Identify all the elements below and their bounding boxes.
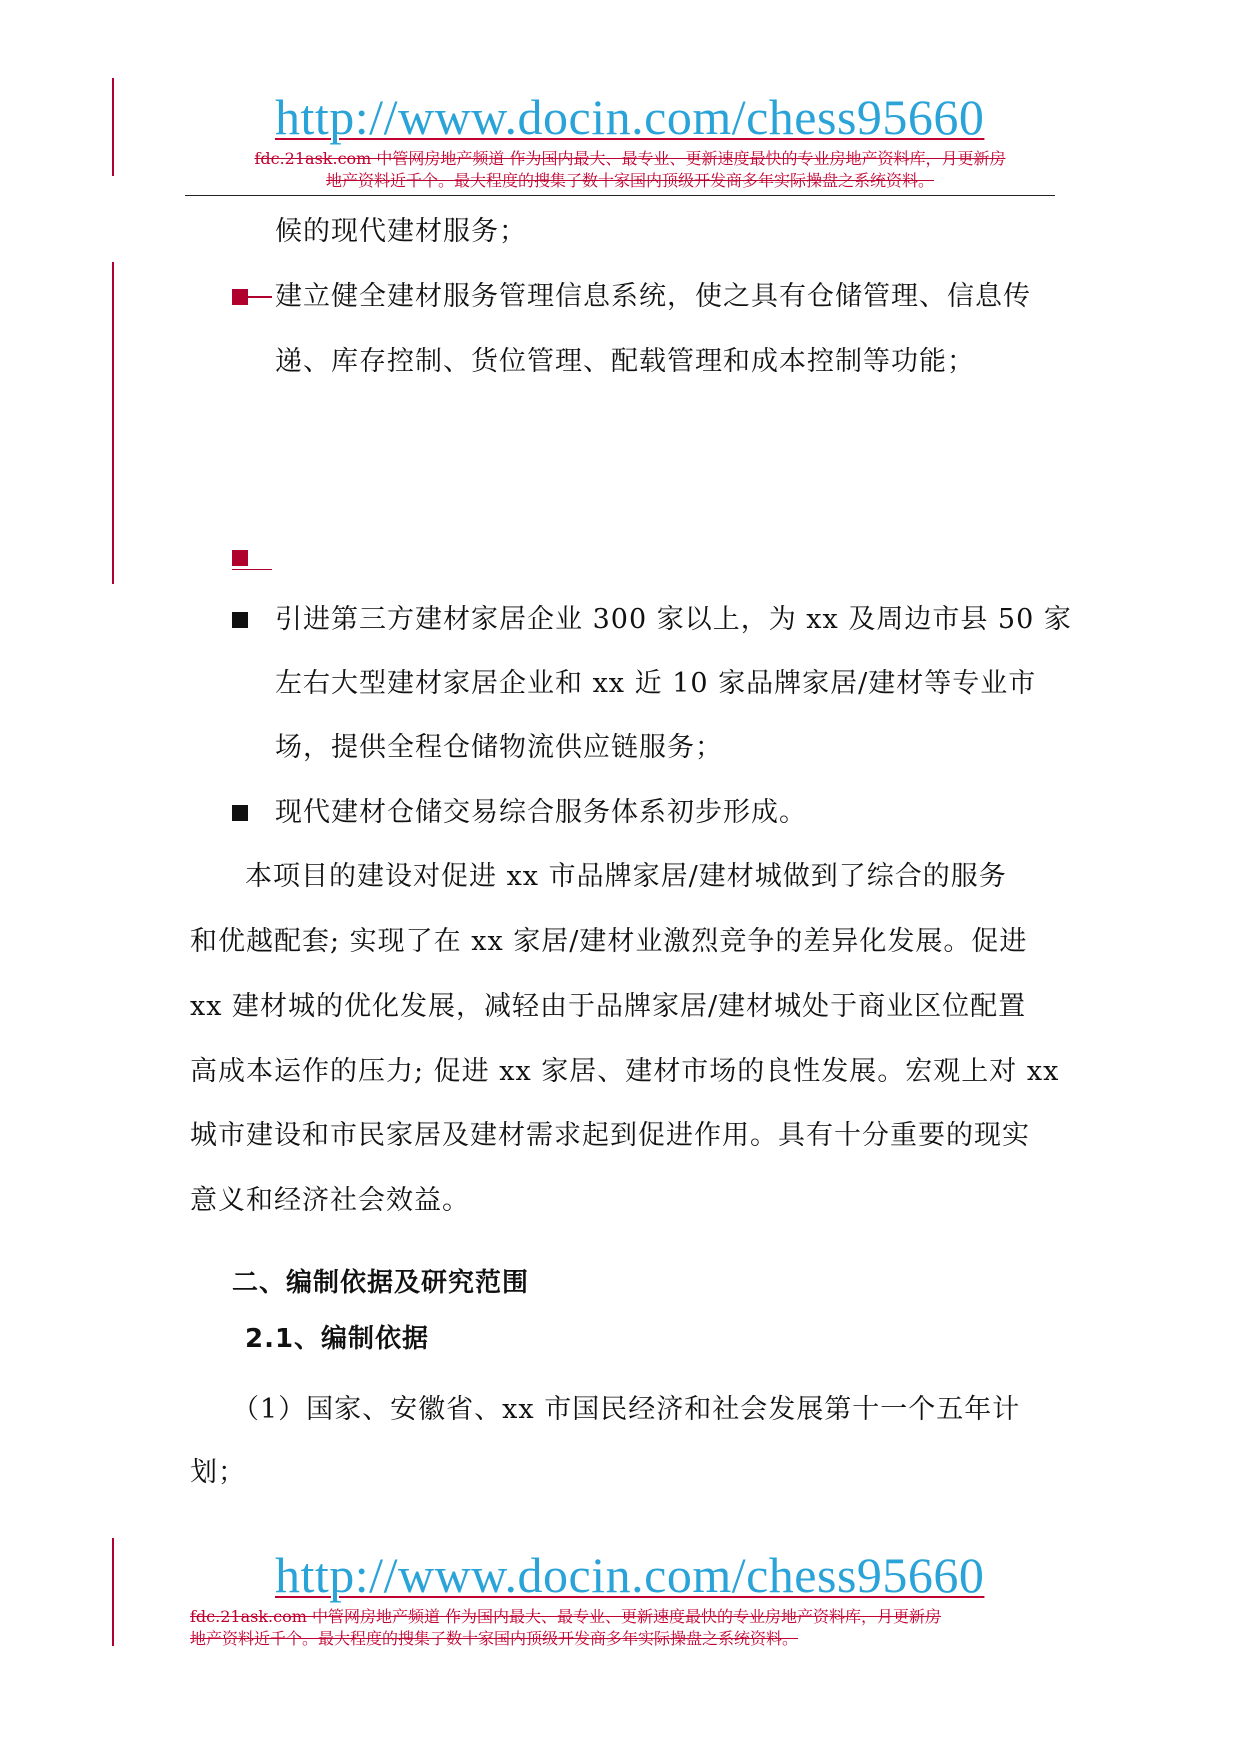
revision-bar-header — [112, 78, 114, 176]
bullet-square-icon — [232, 805, 248, 821]
bullet-red-dash — [232, 296, 272, 298]
header-url-link[interactable]: http://www.docin.com/chess95660 — [275, 89, 985, 145]
paragraph-line: 本项目的建设对促进 xx 市品牌家居/建材城做到了综合的服务 — [245, 861, 1007, 892]
revision-bar-body — [112, 262, 114, 584]
paragraph-line: 城市建设和市民家居及建材需求起到促进作用。具有十分重要的现实 — [190, 1120, 1030, 1151]
paragraph-line: 意义和经济社会效益。 — [190, 1185, 470, 1216]
bullet1-line2: 递、库存控制、货位管理、配载管理和成本控制等功能； — [275, 346, 975, 377]
footer-notice-line1: fdc.21ask.com 中管网房地产频道 作为国内最大、最专业、更新速度最快的专业房地产资料库，月更新房 — [190, 1607, 942, 1626]
bullet2-line3: 场，提供全程仓储物流供应链服务； — [275, 732, 723, 763]
footer-notice-line2: 地产资料近千个。最大程度的搜集了数十家国内顶级开发商多年实际操盘之系统资料。 — [190, 1629, 799, 1648]
bullet-red-underline — [232, 569, 272, 570]
subsection-heading: 2.1、编制依据 — [245, 1324, 430, 1354]
header-notice-line1: fdc.21ask.com 中管网房地产频道 作为国内最大、最专业、更新速度最快的专业房地产资料库，月更新房 — [254, 149, 1006, 168]
bullet-square-icon — [232, 612, 248, 628]
paragraph-line: 和优越配套; 实现了在 xx 家居/建材业激烈竞争的差异化发展。促进 — [190, 926, 1028, 957]
list-item-line1: （1）国家、安徽省、xx 市国民经济和社会发展第十一个五年计 — [232, 1394, 1021, 1425]
header-notice-line2: 地产资料近千个。最大程度的搜集了数十家国内顶级开发商多年实际操盘之系统资料。 — [325, 171, 934, 190]
bullet2-line1: 引进第三方建材家居企业 300 家以上，为 xx 及周边市县 50 家 — [275, 604, 1072, 635]
section-heading: 二、编制依据及研究范围 — [232, 1268, 530, 1298]
bullet3-line1: 现代建材仓储交易综合服务体系初步形成。 — [275, 797, 807, 828]
footer-url-link[interactable]: http://www.docin.com/chess95660 — [275, 1547, 985, 1603]
bullet2-line2: 左右大型建材家居企业和 xx 近 10 家品牌家居/建材等专业市 — [275, 668, 1037, 699]
revision-bar-footer — [112, 1538, 114, 1646]
bullet1-line1: 建立健全建材服务管理信息系统，使之具有仓储管理、信息传 — [275, 281, 1031, 312]
list-item-line2: 划； — [190, 1457, 246, 1488]
bullet-red-square-icon — [232, 550, 248, 566]
paragraph-line: 高成本运作的压力; 促进 xx 家居、建材市场的良性发展。宏观上对 xx — [190, 1056, 1060, 1087]
paragraph-line: xx 建材城的优化发展，减轻由于品牌家居/建材城处于商业区位配置 — [190, 991, 1027, 1022]
body-line-top: 候的现代建材服务； — [275, 216, 527, 247]
header-rule — [185, 195, 1055, 196]
